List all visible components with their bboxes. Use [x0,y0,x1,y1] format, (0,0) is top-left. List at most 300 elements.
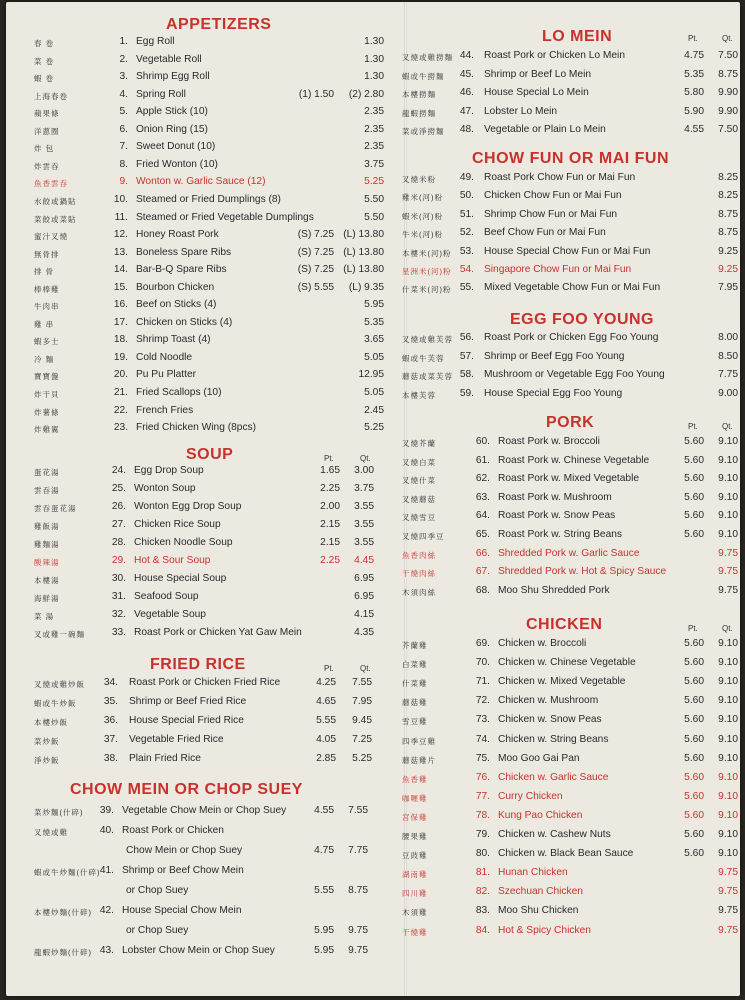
chinese-name: 魚香雲吞 [34,179,68,189]
price-large: (L) 13.80 [343,229,384,241]
chicken-pt-label: Pt. [688,624,698,633]
egg-foo-young-title: EGG FOO YOUNG [510,311,654,328]
menu-item-row [402,455,740,472]
item-name: Plain Fried Rice [129,753,201,764]
item-name: Roast Pork or Chicken Fried Rice [129,677,281,688]
menu-item-row [402,867,740,884]
chinese-name: 無骨排 [34,249,60,259]
chinese-name: 炸雞翼 [34,425,60,435]
chinese-name: 雞麵湯 [34,540,60,549]
item-number: 34. [103,677,118,688]
price-small: 5.60 [684,436,704,447]
item-name: Seafood Soup [134,591,199,602]
price-large: 9.10 [718,809,738,821]
menu-item-row [402,87,740,104]
price-large: 5.50 [364,211,384,223]
menu-item-row [34,89,386,106]
item-name: Shredded Pork w. Hot & Spicy Sauce [498,566,667,578]
chinese-name: 叉燒什菜 [402,476,436,486]
chow-fun-title: CHOW FUN OR MAI FUN [472,150,670,167]
menu-item-row [402,848,740,865]
price-large: 9.75 [718,905,738,917]
item-name: Vegetable or Plain Lo Mein [484,124,606,135]
chinese-name: 蝦米(河)粉 [402,211,443,221]
chinese-name: 本樓芙蓉 [402,390,436,400]
item-name: Roast Pork w. Broccoli [498,436,600,447]
price-small: 5.95 [314,924,334,936]
menu-item-row [402,492,740,509]
price-large: 9.90 [718,105,738,117]
chinese-name: 豆豉雞 [402,851,428,861]
chinese-name: 叉燒芥蘭 [402,439,436,448]
pork-pt-label: Pt. [688,422,698,431]
menu-item-row [402,106,740,123]
item-name: Roast Pork w. Chinese Vegetable [498,454,650,466]
chinese-name: 排 骨 [34,267,55,277]
item-number: 6. [119,123,128,135]
item-name: Chicken Noodle Soup [134,537,233,548]
item-number: 44. [459,50,474,61]
price-large: 9.10 [718,752,738,764]
item-number: 9. [119,176,128,188]
item-number: 36. [103,715,118,726]
lo-mein-title: LO MEIN [542,28,613,45]
price-large: 12.95 [358,369,384,381]
menu-sheet [6,2,740,996]
item-name-line1: Roast Pork or Chicken [122,824,224,836]
menu-item-row [34,945,386,965]
price-large: 5.25 [364,422,384,434]
price-small: 5.60 [684,733,704,745]
chinese-name: 棒棒雞 [34,284,60,294]
item-number: 75. [475,752,490,764]
chinese-name: 菜 卷 [34,56,55,66]
menu-item-row [34,591,386,608]
price-large: 2.35 [364,106,384,118]
item-name: Vegetable Fried Rice [129,734,224,745]
item-name: Kung Pao Chicken [498,809,583,821]
price-large: 3.55 [354,519,374,530]
item-name: House Special Soup [134,573,227,584]
item-name: Shredded Pork w. Garlic Sauce [498,547,640,559]
chinese-name: 木須肉絲 [402,587,436,597]
chinese-name: 蝦多士 [34,337,60,347]
chinese-name: 雲吞蛋花湯 [34,504,77,513]
item-number: 41. [99,864,114,876]
menu-item-row [34,36,386,53]
chinese-name: 蝦或牛炒麵(什碎) [34,867,101,877]
item-name: Sweet Donut (10) [136,141,216,153]
item-number: 46. [459,87,474,98]
chinese-name: 菜或淨撈麵 [402,127,445,136]
price-small: 5.60 [684,491,704,503]
price-small: (S) 7.25 [297,229,334,241]
menu-item-row [34,677,386,694]
price-large: 4.15 [354,609,374,620]
chinese-name: 雪豆雞 [402,717,428,727]
price-large: 9.25 [718,264,738,275]
price-large: 9.10 [718,733,738,745]
chinese-name: 四川雞 [402,889,428,899]
price-small: 5.60 [684,657,704,669]
menu-item-row [34,501,386,518]
price-large: (L) 13.80 [343,246,384,258]
item-number: 70. [475,657,490,669]
price-small: 5.60 [684,529,704,540]
price-large: 9.75 [718,584,738,596]
chinese-name: 蘋果條 [34,109,60,119]
item-name: Shrimp Toast (4) [136,334,211,346]
price-small: 5.60 [684,676,704,688]
price-large: 5.35 [364,316,384,328]
menu-item-row [402,351,740,368]
price-small: 5.60 [684,752,704,764]
price-large: 9.10 [718,714,738,726]
price-large: 6.95 [354,573,374,584]
item-name: Moo Goo Gai Pan [498,752,580,764]
menu-item-row [34,537,386,554]
chinese-name: 海鮮湯 [34,594,60,603]
item-name: Wonton Egg Drop Soup [134,501,242,512]
price-large: 3.00 [354,465,374,476]
menu-item-row [34,334,386,351]
price-large: 6.95 [354,591,374,602]
menu-item-row [402,925,740,942]
chinese-name: 本樓米(河)粉 [402,248,452,258]
item-number: 14. [113,264,128,276]
item-name: Moo Shu Shredded Pork [498,584,610,596]
item-number: 69. [475,638,490,649]
menu-item-row [34,627,386,644]
price-large: 7.55 [352,677,372,688]
chinese-name: 菜炒飯 [34,737,60,746]
price-large: 9.75 [718,924,738,936]
menu-item-row [34,696,386,713]
item-number: 47. [459,105,474,117]
menu-item-row [402,734,740,751]
item-number: 71. [475,676,490,688]
price-large: 5.95 [364,299,384,311]
item-number: 40. [99,824,114,836]
item-number: 48. [459,124,474,135]
item-number: 66. [475,547,490,559]
price-large: 2.35 [364,123,384,135]
chinese-name: 菜炒麵(什碎) [34,808,84,817]
item-name: Mixed Vegetable Chow Fun or Mai Fun [484,282,661,294]
item-number: 64. [475,510,490,522]
chinese-name: 叉燒米粉 [402,175,436,184]
item-number: 27. [111,519,126,530]
menu-item-row [34,176,386,193]
price-large: 8.25 [718,190,738,202]
item-name: Steamed or Fried Dumplings (8) [136,193,281,205]
menu-item-row [34,905,386,943]
item-number: 60. [475,436,490,447]
item-number: 1. [119,36,128,47]
menu-item-row [34,54,386,71]
fried-rice-title: FRIED RICE [150,656,246,673]
price-small: 2.00 [320,501,340,512]
menu-item-row [402,810,740,827]
price-small: 4.65 [316,696,336,707]
menu-item-row [34,159,386,176]
chinese-name: 什菜米(河)粉 [402,285,452,295]
price-large: 9.10 [718,790,738,802]
menu-item-row [402,566,740,583]
item-number: 79. [475,829,490,840]
item-name: Chicken w. Mixed Vegetable [498,676,626,688]
price-large: 8.00 [718,332,738,343]
chinese-name: 雞飯湯 [34,522,60,531]
item-name: Hot & Sour Soup [134,555,211,566]
lo-mein-qt-label: Qt. [722,34,733,43]
chinese-name: 牛肉串 [34,302,60,312]
item-name: Chicken w. Cashew Nuts [498,829,611,840]
menu-item-row [402,753,740,770]
price-large: 8.75 [718,227,738,239]
item-number: 25. [111,483,126,494]
menu-item-row [402,905,740,922]
chinese-name: 蘑菇或菜芙蓉 [402,372,453,381]
price-large: 9.10 [718,829,738,840]
soup-title: SOUP [186,446,234,463]
item-name: Roast Pork w. Snow Peas [498,510,616,522]
item-number: 32. [111,609,126,620]
item-number: 16. [113,299,128,311]
price-large: 9.10 [718,695,738,707]
item-name: Beef on Sticks (4) [136,299,217,311]
chinese-name: 淨炒飯 [34,756,60,765]
price-large: 5.25 [364,176,384,188]
item-name: Egg Roll [136,36,175,47]
chinese-name: 菜餃或菜貼 [34,214,77,224]
price-large: 9.25 [718,245,738,257]
menu-item-row [402,473,740,490]
item-number: 68. [475,584,490,596]
menu-item-row [402,714,740,731]
item-number: 26. [111,501,126,512]
menu-item-row [402,209,740,226]
menu-item-row [402,332,740,349]
item-name: Shrimp Chow Fun or Mai Fun [484,208,618,220]
price-large: 8.75 [348,884,368,896]
price-large: 1.30 [364,71,384,83]
item-number: 58. [459,369,474,380]
item-name: House Special Lo Mein [484,87,589,98]
chinese-name: 叉燒蘑菇 [402,494,436,504]
item-number: 72. [475,695,490,707]
chinese-name: 叉燒雪豆 [402,513,436,523]
item-number: 67. [475,566,490,578]
price-small: 4.75 [314,844,334,856]
item-name: Chicken w. String Beans [498,733,609,745]
chinese-name: 叉燒或雞炒飯 [34,680,85,689]
item-number: 78. [475,809,490,821]
item-name: Cold Noodle [136,351,193,363]
price-small: 2.25 [320,483,340,494]
chinese-name: 雞 串 [34,319,55,329]
item-number: 12. [113,229,128,241]
price-large: 9.10 [718,638,738,649]
item-name: Spring Roll [136,88,186,100]
chinese-name: 春 卷 [34,39,55,48]
price-large: 5.05 [364,387,384,398]
item-name: Lobster Lo Mein [484,105,558,117]
menu-item-row [402,246,740,263]
menu-item-row [34,299,386,316]
item-number: 55. [459,282,474,294]
item-name: Roast Pork or Chicken Yat Gaw Mein [134,627,302,638]
menu-item-row [402,369,740,386]
item-name: Shrimp or Beef Egg Foo Young [484,350,625,362]
item-number: 63. [475,491,490,503]
item-number: 45. [459,68,474,80]
price-large: 7.75 [718,369,738,380]
menu-item-row [34,825,386,863]
price-small: 5.60 [684,829,704,840]
item-name: Shrimp Egg Roll [136,71,210,83]
chinese-name: 木須雞 [402,908,428,918]
item-name: Wonton w. Garlic Sauce (12) [136,176,266,188]
item-name: Bourbon Chicken [136,281,215,293]
item-number: 59. [459,387,474,399]
chinese-name: 炸薯條 [34,407,60,417]
price-large: 1.30 [364,36,384,47]
item-name: Chicken w. Black Bean Sauce [498,848,634,860]
item-number: 74. [475,733,490,745]
chinese-name: 咖喱雞 [402,793,428,803]
chinese-name: 炸干貝 [34,390,60,399]
fried-rice-pt-label: Pt. [324,664,334,673]
chinese-name: 干燒肉絲 [402,569,436,579]
price-small: 5.60 [684,473,704,485]
pork-title: PORK [546,414,595,431]
item-number: 80. [475,848,490,860]
price-small: 1.65 [320,465,340,476]
chinese-name: 叉燒四季豆 [402,532,445,541]
price-small: 5.60 [684,790,704,802]
chinese-name: 蝦或牛芙蓉 [402,353,445,363]
item-name: House Special Fried Rice [129,715,244,726]
price-small: 4.55 [314,805,334,816]
menu-item-row [34,247,386,264]
menu-item-row [34,805,386,825]
chinese-name: 寶寶盤 [34,372,60,382]
item-number: 23. [113,422,128,434]
item-name-line1: Lobster Chow Mein or Chop Suey [122,944,275,956]
price-large: 3.75 [364,158,384,170]
item-name: Chicken w. Broccoli [498,638,587,649]
chinese-name: 龍蝦炒麵(什碎) [34,947,92,957]
item-number: 38. [103,753,118,764]
item-number: 21. [113,387,128,398]
chinese-name: 魚香肉絲 [402,550,436,560]
price-small: 5.95 [314,944,334,956]
chinese-name: 蘑菇雞片 [402,755,436,765]
price-large: 9.75 [718,867,738,879]
price-large: 9.45 [352,715,372,726]
price-small: 4.75 [684,50,704,61]
price-small: 2.15 [320,519,340,530]
price-large: 5.50 [364,193,384,205]
menu-item-row [402,585,740,602]
item-name: Boneless Spare Ribs [136,246,232,258]
item-name: Roast Pork Chow Fun or Mai Fun [484,172,636,183]
pork-qt-label: Qt. [722,422,733,431]
menu-item-row [402,548,740,565]
item-number: 7. [119,141,128,153]
menu-item-row [34,422,386,439]
chinese-name: 蜜汁叉燒 [34,232,68,242]
item-number: 5. [119,106,128,118]
price-large: 9.10 [718,473,738,485]
chinese-name: 雲吞湯 [34,486,60,495]
menu-item-row [34,734,386,751]
price-small: 5.60 [684,771,704,783]
menu-item-row [402,676,740,693]
chinese-name: 酸辣湯 [34,558,60,567]
chinese-name: 本樓撈麵 [402,90,436,99]
price-small: (S) 5.55 [297,281,334,293]
menu-item-row [34,71,386,88]
chinese-name: 上海春卷 [34,91,68,101]
price-large: 8.75 [718,68,738,80]
item-number: 56. [459,332,474,343]
item-name: Szechuan Chicken [498,886,583,898]
menu-item-row [402,695,740,712]
soup-pt-label: Pt. [324,454,334,463]
item-name: Shrimp or Beef Fried Rice [129,696,247,707]
menu-item-row [34,369,386,386]
price-large: 3.55 [354,501,374,512]
price-large: (L) 13.80 [343,264,384,276]
item-number: 82. [475,886,490,898]
item-name: Pu Pu Platter [136,369,197,381]
menu-item-row [34,317,386,334]
menu-item-row [402,227,740,244]
price-small: 2.25 [320,555,340,566]
menu-item-row [34,282,386,299]
price-large: 9.75 [718,547,738,559]
price-small: (S) 7.25 [297,246,334,258]
item-name: French Fries [136,404,194,416]
item-number: 81. [475,867,490,879]
item-number: 61. [475,454,490,466]
item-name: Moo Shu Chicken [498,905,579,917]
chow-mein-title: CHOW MEIN OR CHOP SUEY [70,781,303,798]
item-number: 13. [113,246,128,258]
menu-item-row [34,715,386,732]
item-name: House Special Egg Foo Young [484,387,623,399]
price-large: 9.75 [718,886,738,898]
price-small: 5.80 [684,87,704,98]
menu-item-row [402,69,740,86]
item-name: Roast Pork w. String Beans [498,529,623,540]
menu-item-row [402,510,740,527]
price-large: 9.75 [718,566,738,578]
item-name: Fried Chicken Wing (8pcs) [136,422,257,434]
chinese-name: 水餃或鍋貼 [34,196,77,206]
menu-item-row [34,753,386,770]
item-name: Hot & Spicy Chicken [498,924,591,936]
price-large: 4.35 [354,627,374,638]
price-large: 9.75 [348,944,368,956]
item-number: 17. [113,316,128,328]
price-large: 9.10 [718,848,738,860]
menu-item-row [402,638,740,655]
price-small: 5.60 [684,714,704,726]
item-name: Chicken w. Garlic Sauce [498,771,609,783]
